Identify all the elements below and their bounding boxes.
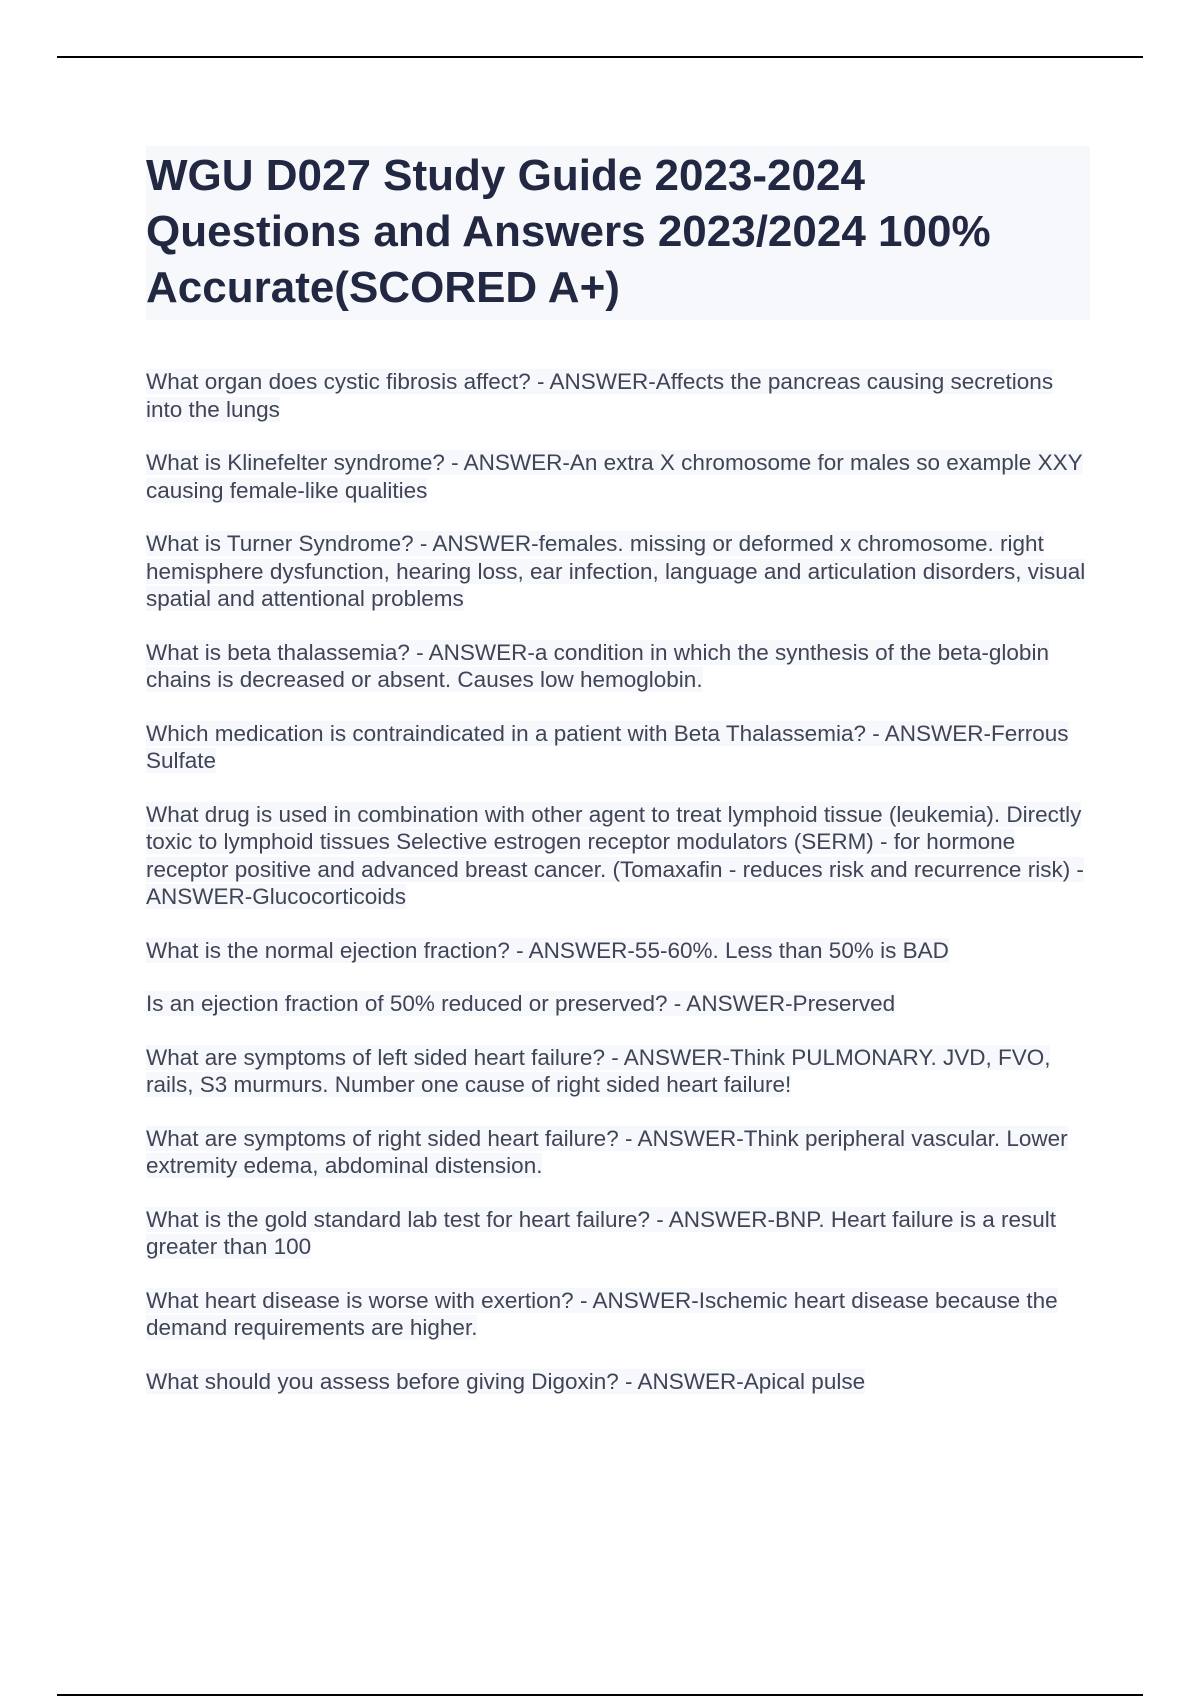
- page-content: [146, 146, 1090, 1421]
- qa-text: What heart disease is worse with exertion? - ANSWER-Ischemic heart disease because the demand requirements are higher.: [146, 1287, 1058, 1340]
- qa-text: What is Klinefelter syndrome? - ANSWER-An extra X chromosome for males so example XXY causing female-like qualities: [146, 450, 1083, 503]
- qa-item: [146, 1206, 1090, 1261]
- qa-item: [146, 990, 1090, 1018]
- qa-list: [146, 368, 1090, 1395]
- qa-item: [146, 1368, 1090, 1396]
- qa-text: What are symptoms of left sided heart failure? - ANSWER-Think PULMONARY. JVD, FVO, rails, S3 murmurs. Number one cause of right sided heart failure!: [146, 1044, 1051, 1097]
- qa-text: What is beta thalassemia? - ANSWER-a condition in which the synthesis of the beta-globin chains is decreased or absent. Causes low hemoglobin.: [146, 639, 1049, 692]
- qa-item: [146, 1287, 1090, 1342]
- qa-item: [146, 937, 1090, 965]
- title-block: [146, 146, 1090, 320]
- qa-item: [146, 639, 1090, 694]
- qa-item: [146, 720, 1090, 775]
- qa-text: What is the normal ejection fraction? - ANSWER-55-60%. Less than 50% is BAD: [146, 937, 949, 963]
- qa-text: What are symptoms of right sided heart failure? - ANSWER-Think peripheral vascular. Lower extremity edema, abdominal distension.: [146, 1125, 1068, 1178]
- qa-text: Which medication is contraindicated in a patient with Beta Thalassemia? - ANSWER-Ferrous Sulfate: [146, 720, 1069, 773]
- qa-item: [146, 801, 1090, 911]
- qa-text: What should you assess before giving Digoxin? - ANSWER-Apical pulse: [146, 1368, 866, 1394]
- qa-text: Is an ejection fraction of 50% reduced or preserved? - ANSWER-Preserved: [146, 991, 896, 1016]
- document-title: WGU D027 Study Guide 2023-2024 Questions and Answers 2023/2024 100% Accurate(SCORED A+): [146, 151, 991, 312]
- bottom-rule: [57, 1694, 1143, 1696]
- qa-item: [146, 1125, 1090, 1180]
- qa-text: What is Turner Syndrome? - ANSWER-females. missing or deformed x chromosome. right hemisphere dysfunction, hearing loss, ear infection, language and articulation disorders, visual spatial and attentional problems: [146, 531, 1086, 611]
- qa-item: [146, 368, 1090, 423]
- qa-text: What organ does cystic fibrosis affect? - ANSWER-Affects the pancreas causing secretions into the lungs: [146, 369, 1054, 422]
- qa-item: [146, 530, 1090, 613]
- qa-item: [146, 1044, 1090, 1099]
- qa-text: What is the gold standard lab test for heart failure? - ANSWER-BNP. Heart failure is a result greater than 100: [146, 1206, 1056, 1259]
- top-rule: [57, 56, 1143, 58]
- qa-item: [146, 449, 1090, 504]
- qa-text: What drug is used in combination with other agent to treat lymphoid tissue (leukemia). Directly toxic to lymphoid tissues Selective estrogen receptor modulators (SERM) - for hormone receptor positive and advanced breast cancer. (Tomaxafin - reduces risk and recurrence risk) - ANSWER-Glucocorticoids: [146, 801, 1084, 909]
